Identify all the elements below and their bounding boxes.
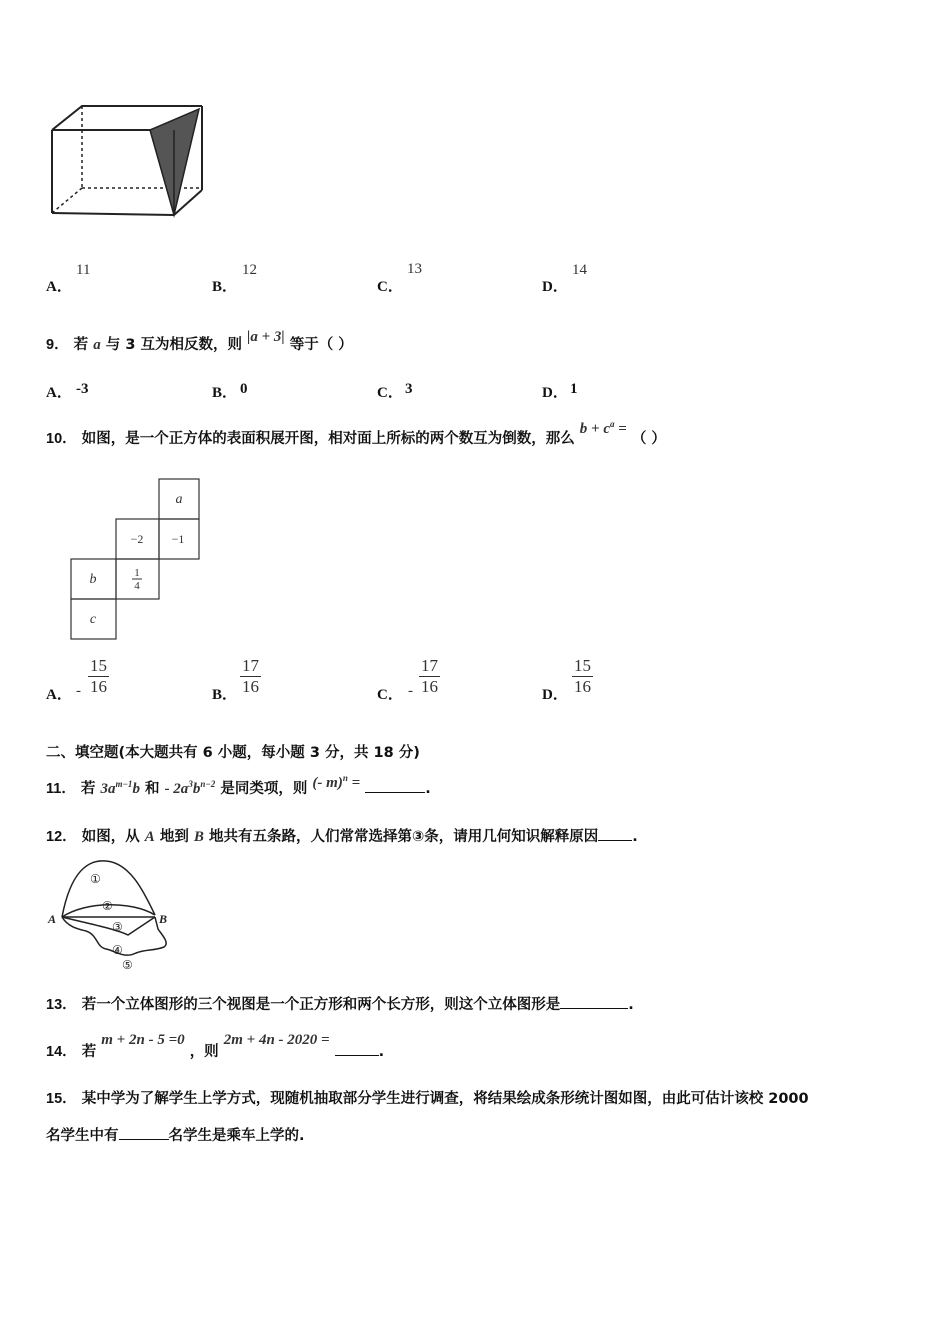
q11-term1-sup: m−1: [115, 779, 133, 789]
q9-option-a-letter: A．: [46, 385, 72, 401]
q14-number: 14．: [46, 1044, 77, 1060]
q13-number: 13．: [46, 997, 77, 1013]
q9-abs-expr: |a + 3|: [247, 329, 285, 345]
q15-number: 15．: [46, 1091, 77, 1107]
q11-term1: [100, 781, 139, 797]
roads-figure: [46, 855, 176, 975]
q13-end: .: [628, 997, 634, 1013]
q11-stem: [46, 773, 431, 798]
q11-term2: [165, 781, 216, 797]
q10-option-a-sign: -: [76, 683, 81, 699]
net-cell-b: b: [89, 572, 97, 587]
q10-paren: （ ）: [631, 431, 666, 447]
q9-pre: 若: [73, 337, 89, 353]
q11-term2-sup: 3: [188, 779, 193, 789]
q13-text: 若一个立体图形的三个视图是一个正方形和两个长方形，则这个立体图形是: [81, 997, 561, 1013]
q11-term2-bsup: n−2: [200, 779, 216, 789]
cube-net-figure: [68, 477, 203, 641]
q10-expr-eq: =: [614, 421, 627, 437]
q10-stem: [46, 419, 666, 448]
q11-expr-eq: =: [347, 775, 361, 791]
q10-expr: [580, 421, 627, 437]
q9-option-b-letter: B．: [212, 385, 238, 401]
q10-option-a-num: 15: [90, 656, 107, 675]
fig-road-label-2: ②: [102, 899, 113, 913]
q13-stem: [46, 993, 634, 1014]
q11-answer-blank[interactable]: [365, 778, 425, 793]
q14-end: .: [378, 1044, 385, 1060]
q10-option-c-den: 16: [421, 676, 438, 696]
q10-option-c-num: 17: [421, 656, 438, 675]
q12-text1: 如图，从: [81, 829, 140, 845]
q9-post: 等于（ ）: [289, 337, 353, 353]
q10-option-b-frac: [240, 656, 261, 696]
q11-term2-b: b: [192, 781, 201, 797]
q10-option-c-letter: C．: [377, 687, 403, 703]
q8-option-c-letter: C．: [377, 279, 403, 295]
q14-answer-blank[interactable]: [335, 1041, 379, 1056]
q12-end: .: [632, 829, 638, 845]
q11-expr-base: (- m): [312, 775, 343, 791]
q12-point-a: A: [144, 829, 155, 845]
q8-option-b-letter: B．: [212, 279, 238, 295]
q9-option-a-value: -3: [76, 381, 89, 397]
q12-text3: 地共有五条路，人们常常选择第③条，请用几何知识解释原因: [208, 829, 599, 845]
fig-label-b: B: [159, 912, 168, 926]
q9-number: 9．: [46, 337, 69, 353]
q12-text2: 地到: [159, 829, 189, 845]
q10-expr-base: b + c: [579, 421, 610, 437]
q14-mid: ，则: [189, 1044, 219, 1060]
q10-option-a-den: 16: [90, 676, 107, 696]
net-cell-c: c: [89, 612, 97, 627]
q12-answer-blank[interactable]: [598, 826, 632, 841]
road-4: [62, 917, 155, 935]
q8-option-a-letter: A．: [46, 279, 72, 295]
q9-option-b-value: 0: [240, 381, 248, 397]
q8-option-d-letter: D．: [542, 279, 568, 295]
q8-option-c-value: 13: [407, 261, 422, 277]
fig-label-a: A: [48, 912, 57, 926]
q15-text-line2a: 名学生中有: [46, 1128, 119, 1144]
q10-option-b-den: 16: [242, 676, 259, 696]
q8-option-a-value: 11: [76, 262, 91, 278]
q9-option-d-letter: D．: [542, 385, 568, 401]
q8-option-d-value: 14: [572, 262, 587, 278]
q10-option-b-num: 17: [242, 656, 259, 675]
q8-option-b-value: 12: [242, 262, 257, 278]
q9-stem: [46, 329, 353, 354]
q15-answer-blank[interactable]: [119, 1125, 169, 1140]
q9-option-c-letter: C．: [377, 385, 403, 401]
q10-option-a-letter: A．: [46, 687, 72, 703]
fig-road-label-1: ①: [90, 872, 101, 886]
q10-option-d-num: 15: [574, 656, 591, 675]
q10-number: 10．: [46, 431, 77, 447]
q13-answer-blank[interactable]: [560, 994, 628, 1009]
q12-point-b: B: [193, 829, 204, 845]
q11-expr: [312, 775, 360, 791]
q14-pre: 若: [81, 1044, 97, 1060]
q11-mid: 是同类项，则: [220, 781, 308, 797]
q14-expr: 2m + 4n - 2020 =: [223, 1032, 330, 1048]
q9-var: a: [93, 337, 101, 353]
q10-option-b-letter: B．: [212, 687, 238, 703]
q11-term1-base: 3a: [100, 781, 116, 797]
q15-text-line2b: 名学生是乘车上学的.: [168, 1128, 305, 1144]
q11-expr-sup: n: [342, 773, 348, 783]
section-title: 二、填空题(本大题共有 6 小题，每小题 3 分，共 18 分): [46, 745, 420, 761]
net-cell-n1: −1: [171, 532, 185, 546]
q11-and: 和: [145, 781, 160, 797]
q15-line1: [46, 1087, 809, 1108]
q10-option-d-den: 16: [574, 676, 591, 696]
q11-term2-base: - 2a: [164, 781, 189, 797]
q10-option-c-sign: -: [408, 683, 413, 699]
fig-road-label-4: ④: [112, 943, 123, 957]
net-cell-quarter-num: 1: [134, 567, 140, 579]
q15-text-line1: 某中学为了解学生上学方式，现随机抽取部分学生进行调查，将结果绘成条形统计图如图，由此可估计该校 2000: [81, 1091, 809, 1107]
q11-number: 11．: [46, 781, 76, 797]
q10-expr-sup: a: [609, 419, 615, 429]
q11-pre: 若: [80, 781, 96, 797]
net-cell-n2: −2: [130, 532, 144, 546]
q10-option-c-frac: [419, 656, 440, 696]
fig-road-label-5: ⑤: [122, 958, 133, 972]
q15-line2: [46, 1124, 305, 1145]
q10-text: 如图，是一个正方体的表面积展开图，相对面上所标的两个数互为倒数，那么: [81, 431, 575, 447]
net-cell-quarter-den: 4: [134, 580, 140, 592]
q10-option-a-frac: [88, 656, 109, 696]
q9-option-c-value: 3: [405, 381, 413, 397]
net-cell-a: a: [175, 492, 183, 507]
q11-end: .: [425, 781, 431, 797]
q10-option-d-frac: [572, 656, 593, 696]
cuboid-figure: [44, 100, 209, 225]
q14-condition: m + 2n - 5 =0: [101, 1032, 185, 1048]
q11-term1-b: b: [132, 781, 140, 797]
q9-option-d-value: 1: [570, 381, 578, 397]
fig-road-label-3: ③: [112, 920, 123, 934]
q10-option-d-letter: D．: [542, 687, 568, 703]
q14-stem: [46, 1032, 385, 1061]
q12-stem: [46, 825, 638, 846]
q12-number: 12．: [46, 829, 77, 845]
q9-mid: 与 3 互为相反数，则: [105, 337, 242, 353]
